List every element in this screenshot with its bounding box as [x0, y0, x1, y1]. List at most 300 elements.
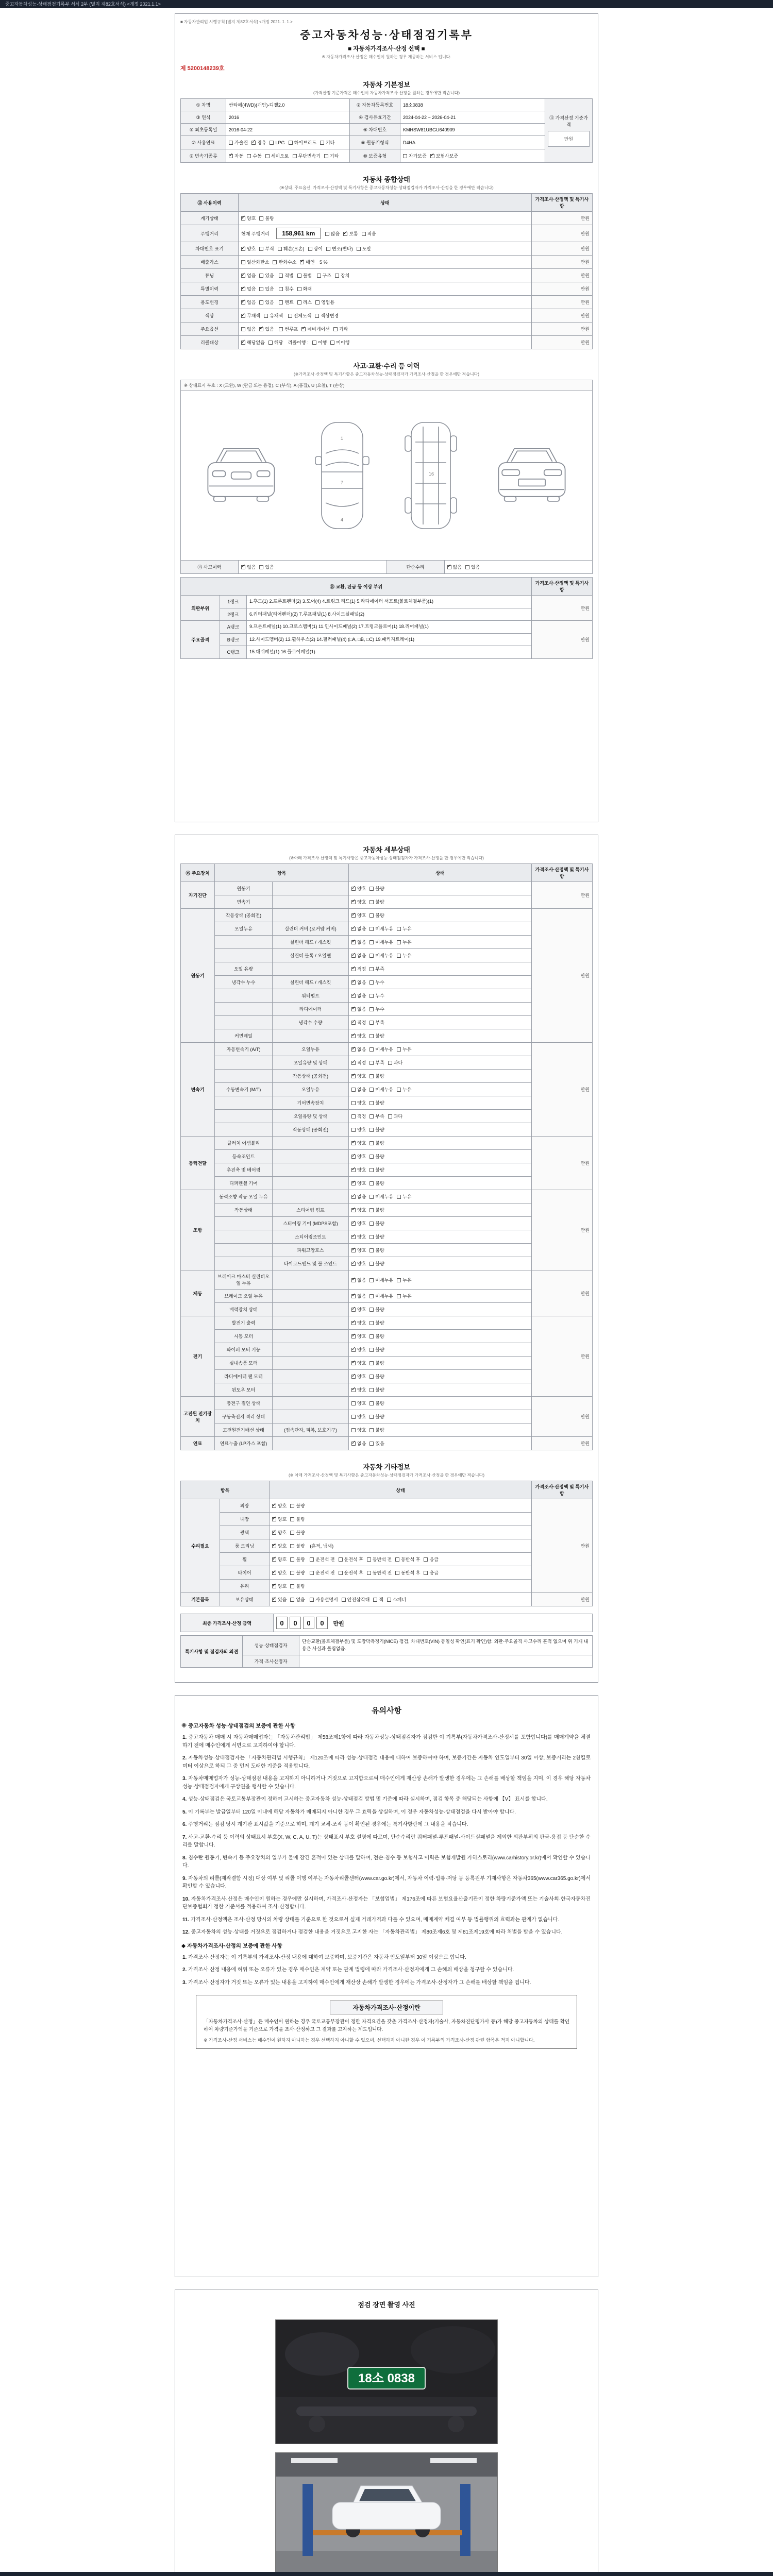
checkbox-icon [308, 247, 312, 251]
checkbox-option[interactable] [369, 1220, 384, 1227]
checkbox-option[interactable] [369, 1373, 384, 1380]
checkbox-option[interactable] [259, 285, 274, 292]
checkbox-icon [397, 1088, 401, 1092]
mileage-value: 158,961 km [276, 228, 321, 239]
svg-text:4: 4 [341, 517, 344, 522]
detail-row [181, 1230, 593, 1244]
state-options [270, 1566, 532, 1580]
checkbox-label: 이행 [317, 340, 327, 345]
checkbox-option[interactable] [397, 939, 411, 945]
checkbox-option[interactable] [397, 952, 411, 959]
checkbox-option[interactable] [351, 1373, 366, 1380]
checkbox-option[interactable] [290, 1529, 305, 1536]
inspector-opinion-text: 단순교환(볼트체결부품) 및 도장막측정기(NICE) 점검, 차대번호(VIN) 동일성 확인(표기 확인)함. 외판·주요골격 사고수리 흔적 없으며 위 기재 내용은 사실과 틀림없음. [299, 1636, 593, 1655]
checkbox-option[interactable] [397, 1046, 411, 1053]
checkbox-option[interactable] [272, 1596, 287, 1603]
checkbox-option[interactable] [369, 1180, 384, 1187]
checkbox-option[interactable] [351, 1126, 366, 1133]
checkbox-option[interactable] [367, 1556, 392, 1563]
checkbox-option[interactable] [278, 245, 305, 252]
checkbox-option[interactable] [369, 1360, 384, 1366]
checkbox-option[interactable] [351, 1032, 366, 1039]
checkbox-option[interactable] [300, 259, 314, 265]
checkbox-option[interactable] [351, 1220, 366, 1227]
checkbox-option[interactable] [290, 1502, 305, 1509]
checkbox-option[interactable] [330, 339, 349, 346]
checkbox-icon [388, 1114, 392, 1118]
notice-item: 3. 가격조사·산정자가 거짓 또는 오류가 있는 내용을 고지하여 매수인에게 재산상 손해가 발생한 경우에는 가격조사·산정자가 그 손해를 배상할 책임을 집니다. [182, 1979, 531, 1986]
checkbox-option[interactable] [369, 1293, 393, 1299]
checkbox-option[interactable] [351, 1233, 366, 1240]
checkbox-option[interactable] [351, 1059, 366, 1066]
checkbox-option[interactable] [397, 1293, 411, 1299]
checkbox-icon [351, 1248, 356, 1252]
checkbox-option[interactable] [369, 1346, 384, 1353]
checkbox-label: 미세누유 [375, 1277, 394, 1283]
part-label [273, 1290, 349, 1303]
checkbox-icon [351, 1047, 356, 1052]
checkbox-option[interactable] [351, 939, 366, 945]
checkbox-option[interactable] [388, 1113, 402, 1120]
checkbox-option[interactable] [373, 1596, 383, 1603]
checkbox-option[interactable] [351, 1360, 366, 1366]
checkbox-icon [357, 247, 361, 251]
checkbox-option[interactable] [317, 272, 331, 279]
row-label: 색상 [181, 309, 239, 323]
base-price-cell [545, 99, 593, 163]
checkbox-option[interactable] [272, 1569, 287, 1576]
checkbox-option[interactable] [351, 1306, 366, 1313]
item-label [215, 1016, 273, 1029]
notice-item: 12. 중고자동차의 성능·상태를 거짓으로 점검하거나 점검한 내용을 거짓으로 고지한 자는 「자동차관리법」 제80조제6호 및 제81조제19호에 따라 처벌을 받을 수 있습니다. [182, 1929, 563, 1935]
inspector-opinion-table [180, 1635, 593, 1668]
checkbox-option[interactable] [259, 245, 274, 252]
checkbox-option[interactable] [259, 299, 274, 306]
checkbox-option[interactable] [229, 139, 248, 146]
checkbox-option[interactable] [272, 1516, 287, 1522]
column-header: 항목 [181, 1481, 270, 1499]
checkbox-label: 도말 [362, 246, 372, 251]
part-label [273, 1437, 349, 1450]
checkbox-option[interactable] [351, 925, 366, 932]
item-label: 라디에이터 팬 모터 [215, 1370, 273, 1383]
checkbox-icon [369, 1428, 374, 1432]
checkbox-option[interactable] [272, 1529, 287, 1536]
other-group: 기본품목 [181, 1593, 220, 1606]
checkbox-option[interactable] [351, 1346, 366, 1353]
checkbox-option[interactable] [397, 1277, 411, 1283]
checkbox-option[interactable] [357, 245, 371, 252]
final-price-digits [276, 1621, 330, 1626]
checkbox-option[interactable] [290, 1516, 305, 1522]
checkbox-option[interactable] [351, 1046, 366, 1053]
checkbox-label: 양호 [278, 1544, 287, 1549]
checkbox-label: 없음 [357, 980, 366, 985]
checkbox-label: 불법 [303, 273, 312, 278]
checkbox-option[interactable] [369, 1306, 384, 1313]
checkbox-option[interactable] [369, 1032, 384, 1039]
checkbox-option[interactable] [310, 1556, 334, 1563]
state-options [349, 1217, 532, 1230]
checkbox-icon [272, 1517, 276, 1521]
checkbox-option[interactable] [369, 1413, 384, 1420]
checkbox-icon [351, 1348, 356, 1352]
state-options [349, 1257, 532, 1270]
checkbox-label: 운전석 후 [344, 1570, 363, 1575]
checkbox-option[interactable] [351, 885, 366, 892]
checkbox-option[interactable] [351, 1180, 366, 1187]
checkbox-option[interactable] [369, 1046, 393, 1053]
checkbox-option[interactable] [369, 1333, 384, 1340]
checkbox-option[interactable] [241, 299, 256, 306]
checkbox-option[interactable] [301, 326, 329, 332]
checkbox-icon [315, 300, 320, 304]
checkbox-icon [351, 1088, 356, 1092]
state-options [349, 1410, 532, 1423]
checkbox-option[interactable] [369, 939, 393, 945]
checkbox-option[interactable] [351, 1293, 366, 1299]
checkbox-option[interactable] [369, 1319, 384, 1326]
checkbox-option[interactable] [369, 1153, 384, 1160]
section-title: 사고·교환·수리 등 이력 [353, 362, 420, 370]
checkbox-option[interactable] [273, 259, 296, 265]
checkbox-option[interactable] [310, 1569, 334, 1576]
checkbox-option[interactable] [335, 272, 349, 279]
checkbox-option[interactable] [369, 925, 393, 932]
detail-row [181, 1383, 593, 1397]
checkbox-option[interactable] [387, 1596, 406, 1603]
notice-item: 8. 침수란 원동기, 변속기 등 주요장치의 일부가 물에 잠긴 흔적이 있는 상태를 말하며, 전손·침수 등 보험사고 이력은 보험개발원 카히스토리(www.carhistory.or.kr)에서 확인할 수 있습니다. [182, 1855, 591, 1869]
checkbox-option[interactable] [241, 285, 256, 292]
overall-row [181, 323, 593, 336]
item-label: 타이어 [220, 1566, 270, 1580]
part-label [273, 1370, 349, 1383]
checkbox-option[interactable] [367, 1569, 392, 1576]
checkbox-icon [241, 247, 245, 251]
checkbox-option[interactable] [369, 1233, 384, 1240]
checkbox-icon [272, 1557, 276, 1562]
checkbox-option[interactable] [351, 1400, 366, 1406]
checkbox-option[interactable] [241, 339, 265, 346]
notice-item: 7. 사고·교환·수리 등 이력의 상태표시 부호(X, W, C, A, U, T)는 상태표시 부호 설명에 따르며, 단순수리란 쿼터패널·루프패널·사이드실패널을 제외한 외판부위의 판금·용접 등 단순한 수리를 말합니다. [182, 1834, 591, 1848]
checkbox-label: 리스 [303, 300, 312, 305]
checkbox-option[interactable] [241, 326, 256, 332]
checkbox-option[interactable] [351, 1260, 366, 1267]
detail-row [181, 1217, 593, 1230]
checkbox-option[interactable] [369, 1260, 384, 1267]
checkbox-option[interactable] [265, 152, 289, 159]
checkbox-icon [369, 1388, 374, 1392]
checkbox-label: 미세누유 [375, 1047, 394, 1052]
checkbox-option[interactable] [351, 1073, 366, 1079]
checkbox-option[interactable] [369, 1207, 384, 1213]
checkbox-option[interactable] [259, 326, 274, 332]
detail-row [181, 1316, 593, 1330]
checkbox-option[interactable] [293, 152, 321, 159]
checkbox-icon [297, 274, 301, 278]
checkbox-option[interactable] [397, 1193, 411, 1200]
checkbox-icon [290, 1584, 294, 1588]
checkbox-option[interactable] [351, 1440, 366, 1447]
notice-item: 2. 가격조사·산정 내용에 허위 또는 오류가 있는 경우 매수인은 계약 또는 관계 법령에 따라 가격조사·산정자에게 그 손해의 배상을 청구할 수 있습니다. [182, 1967, 514, 1973]
checkbox-option[interactable] [351, 1086, 366, 1093]
checkbox-option[interactable] [308, 245, 323, 252]
checkbox-icon [288, 314, 292, 318]
checkbox-label: 하이브리드 [294, 140, 316, 145]
checkbox-option[interactable] [351, 1166, 366, 1173]
section-other-info [180, 1458, 593, 1606]
checkbox-option[interactable] [369, 979, 384, 986]
checkbox-label: 불량 [375, 886, 384, 891]
checkbox-option[interactable] [351, 1140, 366, 1146]
checkbox-option[interactable] [259, 564, 274, 570]
checkbox-option[interactable] [403, 152, 427, 159]
checkbox-option[interactable] [241, 564, 256, 570]
checkbox-option[interactable] [388, 1059, 402, 1066]
column-header: ⑮ 주요장치 [181, 864, 215, 882]
checkbox-label: 유채색 [270, 313, 283, 318]
checkbox-option[interactable] [297, 285, 312, 292]
checkbox-option[interactable] [424, 1569, 438, 1576]
checkbox-option[interactable] [279, 272, 293, 279]
checkbox-option[interactable] [264, 312, 283, 319]
checkbox-option[interactable] [241, 272, 256, 279]
checkbox-label: 불량 [375, 1167, 384, 1173]
state-options [349, 922, 532, 936]
checkbox-label: 불량 [375, 1221, 384, 1226]
checkbox-option[interactable] [351, 1427, 366, 1433]
checkbox-option[interactable] [369, 1427, 384, 1433]
simple-repair-options [444, 561, 593, 574]
checkbox-option[interactable] [369, 1277, 393, 1283]
checkbox-option[interactable] [369, 1193, 393, 1200]
checkbox-option[interactable] [241, 215, 256, 222]
checkbox-option[interactable] [369, 1386, 384, 1393]
checkbox-option[interactable] [279, 326, 298, 332]
checkbox-option[interactable] [369, 1019, 384, 1026]
checkbox-option[interactable] [290, 1583, 305, 1589]
checkbox-option[interactable] [351, 1113, 366, 1120]
checkbox-option[interactable] [369, 912, 384, 919]
checkbox-icon [241, 300, 245, 304]
checkbox-option[interactable] [315, 299, 334, 306]
item-label: 브레이크 오일 누유 [215, 1290, 273, 1303]
checkbox-option[interactable] [369, 1006, 384, 1012]
state-options [270, 1539, 532, 1553]
checkbox-option[interactable] [424, 1556, 438, 1563]
checkbox-option[interactable] [369, 1440, 384, 1447]
checkbox-option[interactable] [272, 1543, 287, 1549]
item-label: 냉각수 누수 [215, 976, 273, 989]
checkbox-option[interactable] [320, 139, 334, 146]
checkbox-label: 불량 [375, 1248, 384, 1253]
checkbox-option[interactable] [351, 952, 366, 959]
checkbox-option[interactable] [290, 1569, 305, 1576]
checkbox-option[interactable] [351, 1277, 366, 1283]
checkbox-option[interactable] [351, 1006, 366, 1012]
checkbox-option[interactable] [270, 140, 284, 145]
checkbox-option[interactable] [447, 564, 462, 570]
checkbox-option[interactable] [465, 564, 480, 570]
checkbox-option[interactable] [272, 1502, 287, 1509]
checkbox-option[interactable] [289, 139, 316, 146]
checkbox-icon [290, 1504, 294, 1508]
part-label: 스티어링조인트 [273, 1230, 349, 1244]
state-text: 현재 주행거리 [241, 231, 270, 236]
checkbox-option[interactable] [247, 152, 261, 159]
checkbox-option[interactable] [369, 1113, 384, 1120]
checkbox-option[interactable] [369, 1247, 384, 1253]
checkbox-option[interactable] [351, 979, 366, 986]
checkbox-icon [229, 154, 233, 158]
part-label [273, 1383, 349, 1397]
checkbox-option[interactable] [339, 1569, 363, 1576]
checkbox-option[interactable] [369, 952, 393, 959]
checkbox-icon [278, 247, 282, 251]
other-info-table [180, 1481, 593, 1606]
checkbox-option[interactable] [326, 245, 353, 252]
state-options [270, 1580, 532, 1593]
checkbox-label: 양호 [357, 1361, 366, 1366]
checkbox-option[interactable] [351, 1099, 366, 1106]
checkbox-label: 미세누유 [375, 926, 394, 931]
checkbox-option[interactable] [259, 215, 274, 222]
checkbox-icon [397, 954, 401, 958]
checkbox-option[interactable] [268, 339, 283, 346]
checkbox-option[interactable] [351, 1413, 366, 1420]
checkbox-option[interactable] [290, 1596, 305, 1603]
checkbox-option[interactable] [395, 1556, 420, 1563]
checkbox-icon [351, 967, 356, 971]
checkbox-icon [351, 1262, 356, 1266]
checkbox-option[interactable] [369, 1059, 384, 1066]
checkbox-option[interactable] [430, 152, 458, 159]
checkbox-option[interactable] [272, 1583, 287, 1589]
section-detail-condition [180, 840, 593, 1450]
detail-row [181, 1083, 593, 1096]
checkbox-option[interactable] [333, 326, 348, 332]
checkbox-option[interactable] [397, 1086, 411, 1093]
checkbox-option[interactable] [369, 1140, 384, 1146]
checkbox-option[interactable] [369, 1073, 384, 1079]
checkbox-option[interactable] [369, 1126, 384, 1133]
checkbox-label: 없음 [357, 1087, 366, 1092]
reg-no-label: ② 자동차등록번호 [350, 99, 400, 111]
checkbox-option[interactable] [229, 152, 243, 159]
state-options [349, 1056, 532, 1070]
checkbox-option[interactable] [325, 230, 340, 237]
checkbox-option[interactable] [351, 1319, 366, 1326]
checkbox-option[interactable] [288, 312, 312, 319]
checkbox-icon [351, 1415, 356, 1419]
checkbox-label: 경유 [257, 140, 266, 145]
checkbox-option[interactable] [351, 1019, 366, 1026]
checkbox-label: 불량 [375, 1074, 384, 1079]
detail-row [181, 976, 593, 989]
checkbox-option[interactable] [351, 899, 366, 905]
checkbox-label: 없음 [357, 1294, 366, 1299]
checkbox-option[interactable] [351, 912, 366, 919]
checkbox-option[interactable] [351, 1333, 366, 1340]
part-label [273, 909, 349, 922]
checkbox-option[interactable] [369, 1400, 384, 1406]
checkbox-option[interactable] [297, 272, 312, 279]
checkbox-option[interactable] [339, 1556, 363, 1563]
section-accident-history [180, 357, 593, 659]
checkbox-option[interactable] [369, 1166, 384, 1173]
checkbox-option[interactable] [362, 230, 376, 237]
detail-row [181, 1330, 593, 1343]
part-label [273, 1270, 349, 1290]
checkbox-label: 자동 [234, 154, 244, 159]
item-label: 외장 [220, 1499, 270, 1513]
checkbox-icon [369, 1047, 374, 1052]
notice-item: 9. 자동차의 리콜(제작결함 시정) 대상 여부 및 리콜 이행 여부는 자동차리콜센터(www.car.go.kr)에서, 자동차 이력·압류·저당 등 등록원부 기재사항은 자동차365(www.car365.go.kr)에서 확인할 수 있습니다. [182, 1875, 591, 1889]
checkbox-label: 양호 [278, 1517, 287, 1522]
checkbox-option[interactable] [369, 1086, 393, 1093]
checkbox-option[interactable] [241, 259, 269, 265]
checkbox-label: 불량 [296, 1530, 305, 1535]
checkbox-option[interactable] [351, 1386, 366, 1393]
checkbox-option[interactable] [351, 1153, 366, 1160]
checkbox-option[interactable] [241, 245, 256, 252]
row-state [239, 323, 532, 336]
checkbox-option[interactable] [342, 1596, 369, 1603]
checkbox-option[interactable] [290, 1543, 305, 1549]
checkbox-option[interactable] [343, 230, 358, 237]
checkbox-option[interactable] [351, 1207, 366, 1213]
state-options [349, 1163, 532, 1177]
checkbox-label: 불량 [375, 1307, 384, 1312]
checkbox-option[interactable] [324, 152, 339, 159]
checkbox-option[interactable] [351, 1193, 366, 1200]
checkbox-option[interactable] [297, 299, 312, 306]
state-options [349, 1003, 532, 1016]
checkbox-option[interactable] [310, 1596, 338, 1603]
checkbox-icon [369, 1128, 374, 1132]
checkbox-option[interactable] [290, 1556, 305, 1563]
checkbox-icon [310, 1571, 314, 1575]
row-price: 만원 [532, 596, 593, 621]
checkbox-option[interactable] [369, 899, 384, 905]
checkbox-option[interactable] [259, 272, 274, 279]
checkbox-option[interactable] [369, 885, 384, 892]
checkbox-icon [351, 1208, 356, 1212]
checkbox-icon [362, 232, 366, 236]
checkbox-option[interactable] [315, 312, 339, 319]
checkbox-option[interactable] [279, 299, 293, 306]
checkbox-option[interactable] [397, 925, 411, 932]
checkbox-option[interactable] [395, 1569, 420, 1576]
checkbox-option[interactable] [279, 285, 293, 292]
checkbox-option[interactable] [351, 1247, 366, 1253]
checkbox-option[interactable] [251, 139, 266, 146]
checkbox-option[interactable] [369, 965, 384, 972]
checkbox-option[interactable] [369, 992, 384, 999]
checkbox-icon [315, 314, 319, 318]
checkbox-option[interactable] [351, 992, 366, 999]
checkbox-icon [397, 1294, 401, 1298]
detail-row [181, 1029, 593, 1043]
state-text: 리콜이행 : [288, 340, 309, 345]
checkbox-option[interactable] [369, 1099, 384, 1106]
checkbox-option[interactable] [272, 1556, 287, 1563]
checkbox-option[interactable] [351, 965, 366, 972]
item-label: 고전원전기배선 상태 [215, 1423, 273, 1437]
row-price: 만원 [532, 1270, 593, 1316]
checkbox-option[interactable] [312, 339, 327, 346]
checkbox-option[interactable] [241, 312, 260, 319]
